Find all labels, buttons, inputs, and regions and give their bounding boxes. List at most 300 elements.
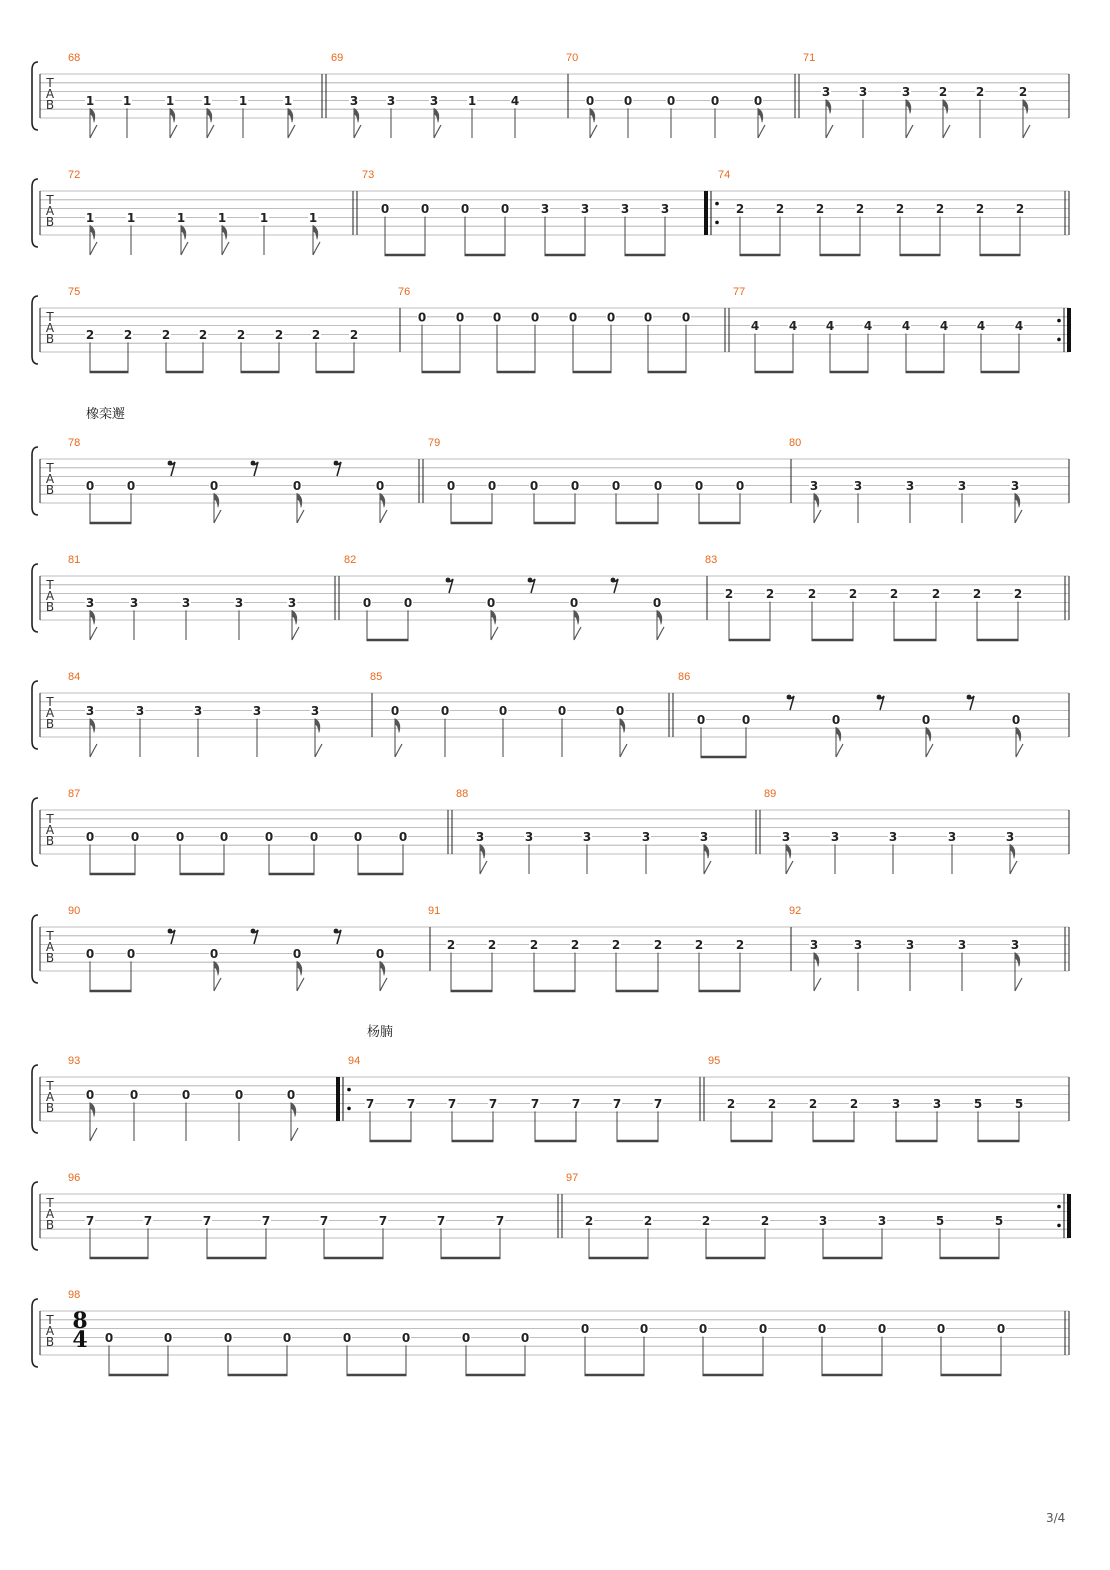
note-flag — [906, 125, 913, 138]
measure-number: 83 — [705, 554, 718, 566]
fret-number: 0 — [921, 712, 931, 727]
tab-clef-letter: B — [45, 833, 55, 848]
note-flag — [704, 844, 709, 858]
fret-number: 3 — [957, 478, 967, 493]
time-signature-digit: 8 — [72, 1308, 88, 1334]
tab-clef-letter: A — [45, 1206, 55, 1221]
note-flag — [1015, 493, 1020, 507]
measure-number: 87 — [68, 788, 81, 800]
fret-number: 3 — [901, 85, 911, 100]
fret-number: 0 — [735, 478, 745, 493]
measure-number: 85 — [370, 671, 383, 683]
fret-number: 3 — [905, 478, 915, 493]
note-flag — [297, 493, 302, 507]
fret-number: 7 — [365, 1096, 375, 1111]
fret-number: 2 — [765, 587, 775, 602]
note-flag — [380, 961, 385, 975]
fret-number: 0 — [520, 1330, 530, 1345]
tab-system — [32, 406, 1069, 523]
fret-number: 0 — [530, 310, 540, 325]
note-flag — [288, 125, 295, 138]
tab-clef-letter: A — [45, 1089, 55, 1104]
repeat-dot — [347, 1107, 351, 1111]
fret-number: 1 — [85, 210, 95, 225]
fret-number: 3 — [386, 93, 396, 108]
note-flag — [836, 744, 843, 757]
fret-number: 3 — [475, 829, 485, 844]
fret-number: 2 — [849, 1096, 859, 1111]
fret-number: 2 — [1015, 202, 1025, 217]
fret-number: 7 — [378, 1213, 388, 1228]
fret-number: 0 — [223, 1330, 233, 1345]
fret-number: 7 — [436, 1213, 446, 1228]
fret-number: 0 — [877, 1322, 887, 1337]
fret-number: 0 — [606, 310, 616, 325]
note-flag — [814, 510, 821, 523]
note-flag — [297, 978, 304, 991]
fret-number: 3 — [1005, 829, 1015, 844]
fret-number: 0 — [104, 1330, 114, 1345]
tab-clef-letter: T — [46, 75, 54, 90]
fret-number: 0 — [420, 202, 430, 217]
fret-number: 2 — [760, 1213, 770, 1228]
tab-clef-letter: B — [45, 97, 55, 112]
note-flag — [90, 627, 97, 640]
system-bracket — [32, 179, 38, 247]
fret-number: 7 — [447, 1096, 457, 1111]
fret-number: 3 — [252, 704, 262, 719]
fret-number: 3 — [349, 93, 359, 108]
tab-system — [32, 671, 1069, 757]
section-label: 杨腩 — [367, 1025, 394, 1040]
fret-number: 0 — [209, 946, 219, 961]
note-flag — [1023, 100, 1028, 114]
system-bracket — [32, 447, 38, 515]
note-flag — [434, 125, 441, 138]
eighth-rest — [251, 462, 258, 476]
note-flag — [657, 610, 662, 624]
measure-number: 90 — [68, 905, 81, 917]
fret-number: 3 — [932, 1096, 942, 1111]
note-flag — [313, 225, 318, 239]
fret-number: 3 — [809, 478, 819, 493]
fret-number: 2 — [889, 587, 899, 602]
tab-clef-letter: B — [45, 1100, 55, 1115]
system-bracket — [32, 1065, 38, 1133]
fret-number: 0 — [623, 93, 633, 108]
fret-number: 1 — [467, 93, 477, 108]
tab-system — [32, 1024, 1069, 1141]
note-flag — [1010, 844, 1015, 858]
fret-number: 2 — [446, 938, 456, 953]
fret-number: 0 — [292, 478, 302, 493]
fret-number: 4 — [788, 319, 798, 334]
fret-number: 7 — [653, 1096, 663, 1111]
tab-clef-letter: T — [46, 577, 54, 592]
fret-number: 0 — [710, 93, 720, 108]
system-bracket — [32, 915, 38, 983]
note-flag — [1015, 510, 1022, 523]
tab-clef-letter: T — [46, 1312, 54, 1327]
fret-number: 0 — [580, 1322, 590, 1337]
fret-number: 3 — [287, 595, 297, 610]
tab-clef-letter: A — [45, 471, 55, 486]
fret-number: 2 — [1018, 85, 1028, 100]
tab-system — [32, 788, 1069, 874]
tab-clef-letter: T — [46, 811, 54, 826]
fret-number: 2 — [855, 202, 865, 217]
fret-number: 2 — [311, 327, 321, 342]
note-flag — [620, 719, 625, 733]
fret-number: 2 — [1013, 587, 1023, 602]
tab-clef-letter: A — [45, 320, 55, 335]
fret-number: 0 — [570, 478, 580, 493]
fret-number: 2 — [935, 202, 945, 217]
system-bracket — [32, 564, 38, 632]
fret-number: 4 — [1014, 319, 1024, 334]
fret-number: 4 — [750, 319, 760, 334]
fret-number: 0 — [85, 478, 95, 493]
fret-number: 5 — [935, 1213, 945, 1228]
fret-number: 2 — [724, 587, 734, 602]
fret-number: 7 — [143, 1213, 153, 1228]
fret-number: 0 — [85, 946, 95, 961]
fret-number: 2 — [815, 202, 825, 217]
fret-number: 3 — [905, 938, 915, 953]
note-flag — [786, 844, 791, 858]
note-flag — [574, 627, 581, 640]
note-flag — [90, 719, 95, 733]
tab-clef-letter: A — [45, 1323, 55, 1338]
note-flag — [380, 510, 387, 523]
fret-number: 1 — [122, 93, 132, 108]
tab-system — [32, 1289, 1069, 1375]
measure-number: 73 — [362, 169, 375, 181]
measure-number: 76 — [398, 286, 411, 298]
fret-number: 2 — [85, 327, 95, 342]
tab-system — [32, 52, 1069, 138]
note-flag — [1010, 861, 1017, 874]
eighth-rest — [334, 930, 341, 944]
fret-number: 3 — [620, 202, 630, 217]
fret-number: 0 — [292, 946, 302, 961]
fret-number: 7 — [612, 1096, 622, 1111]
note-flag — [826, 100, 831, 114]
fret-number: 0 — [380, 202, 390, 217]
tab-clef-letter: A — [45, 705, 55, 720]
tab-clef-letter: T — [46, 928, 54, 943]
fret-number: 0 — [362, 595, 372, 610]
fret-number: 2 — [570, 938, 580, 953]
fret-number: 0 — [694, 478, 704, 493]
measure-number: 97 — [566, 1172, 579, 1184]
fret-number: 3 — [85, 704, 95, 719]
fret-number: 0 — [446, 478, 456, 493]
fret-number: 3 — [699, 829, 709, 844]
fret-number: 3 — [821, 85, 831, 100]
note-flag — [491, 610, 496, 624]
note-flag — [786, 861, 793, 874]
measure-number: 69 — [331, 52, 344, 64]
fret-number: 3 — [947, 829, 957, 844]
repeat-dot — [715, 221, 719, 225]
note-flag — [826, 125, 833, 138]
fret-number: 0 — [698, 1322, 708, 1337]
fret-number: 3 — [524, 829, 534, 844]
fret-number: 0 — [1011, 712, 1021, 727]
tab-clef-letter: B — [45, 1217, 55, 1232]
note-flag — [814, 953, 819, 967]
tab-clef-letter: T — [46, 192, 54, 207]
note-flag — [90, 1103, 95, 1117]
measure-number: 93 — [68, 1055, 81, 1067]
fret-number: 5 — [973, 1096, 983, 1111]
fret-number: 2 — [895, 202, 905, 217]
fret-number: 1 — [238, 93, 248, 108]
fret-number: 0 — [487, 478, 497, 493]
measure-number: 68 — [68, 52, 81, 64]
fret-number: 0 — [569, 595, 579, 610]
note-flag — [380, 493, 385, 507]
note-flag — [90, 225, 95, 239]
fret-number: 2 — [584, 1213, 594, 1228]
fret-number: 3 — [429, 93, 439, 108]
note-flag — [926, 744, 933, 757]
fret-number: 0 — [264, 829, 274, 844]
fret-number: 7 — [571, 1096, 581, 1111]
fret-number: 2 — [694, 938, 704, 953]
note-flag — [620, 744, 627, 757]
note-flag — [480, 861, 487, 874]
eighth-rest — [168, 930, 175, 944]
fret-number: 0 — [309, 829, 319, 844]
note-flag — [943, 125, 950, 138]
fret-number: 2 — [653, 938, 663, 953]
fret-number: 0 — [175, 829, 185, 844]
fret-number: 0 — [390, 704, 400, 719]
note-flag — [292, 627, 299, 640]
measure-number: 71 — [803, 52, 816, 64]
fret-number: 3 — [193, 704, 203, 719]
fret-number: 3 — [830, 829, 840, 844]
fret-number: 0 — [85, 1088, 95, 1103]
measure-number: 79 — [428, 437, 441, 449]
page-number: 3/4 — [1046, 1511, 1066, 1525]
note-flag — [90, 125, 97, 138]
note-flag — [491, 627, 498, 640]
note-flag — [926, 727, 931, 741]
fret-number: 7 — [261, 1213, 271, 1228]
fret-number: 2 — [975, 85, 985, 100]
fret-number: 2 — [529, 938, 539, 953]
fret-number: 2 — [701, 1213, 711, 1228]
fret-number: 1 — [85, 93, 95, 108]
tab-clef-letter: B — [45, 214, 55, 229]
fret-number: 3 — [234, 595, 244, 610]
note-flag — [590, 108, 595, 122]
fret-number: 0 — [639, 1322, 649, 1337]
tab-clef-letter: A — [45, 588, 55, 603]
measure-number: 80 — [789, 437, 802, 449]
note-flag — [170, 108, 175, 122]
fret-number: 0 — [568, 310, 578, 325]
tab-clef-letter: B — [45, 482, 55, 497]
measure-number: 82 — [344, 554, 357, 566]
repeat-dot — [1057, 338, 1061, 342]
measure-number: 96 — [68, 1172, 81, 1184]
fret-number: 3 — [1010, 478, 1020, 493]
note-flag — [90, 108, 95, 122]
fret-number: 0 — [486, 595, 496, 610]
fret-number: 3 — [641, 829, 651, 844]
note-flag — [704, 861, 711, 874]
note-flag — [574, 610, 579, 624]
fret-number: 5 — [1014, 1096, 1024, 1111]
fret-number: 4 — [510, 93, 520, 108]
fret-number: 0 — [375, 478, 385, 493]
note-flag — [395, 744, 402, 757]
note-flag — [380, 978, 387, 991]
tab-clef-letter: T — [46, 1078, 54, 1093]
system-bracket — [32, 798, 38, 866]
fret-number: 2 — [643, 1213, 653, 1228]
fret-number: 0 — [398, 829, 408, 844]
note-flag — [758, 108, 763, 122]
fret-number: 0 — [130, 829, 140, 844]
note-flag — [395, 719, 400, 733]
note-flag — [181, 225, 186, 239]
fret-number: 0 — [615, 704, 625, 719]
note-flag — [214, 961, 219, 975]
fret-number: 3 — [1010, 938, 1020, 953]
fret-number: 0 — [417, 310, 427, 325]
note-flag — [480, 844, 485, 858]
fret-number: 0 — [353, 829, 363, 844]
fret-number: 3 — [580, 202, 590, 217]
note-flag — [758, 125, 765, 138]
eighth-rest — [967, 696, 974, 710]
repeat-dot — [1057, 1224, 1061, 1228]
eighth-rest — [611, 579, 618, 593]
fret-number: 3 — [809, 938, 819, 953]
repeat-dot — [715, 202, 719, 206]
fret-number: 0 — [936, 1322, 946, 1337]
tab-clef-letter: T — [46, 460, 54, 475]
tab-system — [32, 169, 1069, 255]
repeat-dot — [1057, 1205, 1061, 1209]
measure-number: 94 — [348, 1055, 361, 1067]
eighth-rest — [446, 579, 453, 593]
fret-number: 2 — [931, 587, 941, 602]
note-flag — [291, 1128, 298, 1141]
measure-number: 86 — [678, 671, 691, 683]
system-bracket — [32, 1299, 38, 1367]
fret-number: 2 — [775, 202, 785, 217]
fret-number: 2 — [848, 587, 858, 602]
note-flag — [1023, 125, 1030, 138]
fret-number: 0 — [282, 1330, 292, 1345]
fret-number: 0 — [492, 310, 502, 325]
fret-number: 2 — [735, 202, 745, 217]
fret-number: 7 — [319, 1213, 329, 1228]
fret-number: 3 — [853, 938, 863, 953]
fret-number: 4 — [863, 319, 873, 334]
fret-number: 1 — [308, 210, 318, 225]
note-flag — [657, 627, 664, 640]
note-flag — [814, 978, 821, 991]
fret-number: 0 — [753, 93, 763, 108]
fret-number: 7 — [85, 1213, 95, 1228]
fret-number: 1 — [259, 210, 269, 225]
fret-number: 0 — [85, 829, 95, 844]
fret-number: 3 — [891, 1096, 901, 1111]
fret-number: 0 — [209, 478, 219, 493]
fret-number: 4 — [825, 319, 835, 334]
note-flag — [354, 108, 359, 122]
note-flag — [814, 493, 819, 507]
eighth-rest — [168, 462, 175, 476]
fret-number: 0 — [498, 704, 508, 719]
tab-clef-letter: B — [45, 331, 55, 346]
fret-number: 2 — [735, 938, 745, 953]
fret-number: 0 — [741, 712, 751, 727]
fret-number: 1 — [217, 210, 227, 225]
fret-number: 0 — [996, 1322, 1006, 1337]
note-flag — [906, 100, 911, 114]
note-flag — [90, 744, 97, 757]
fret-number: 0 — [460, 202, 470, 217]
fret-number: 0 — [440, 704, 450, 719]
fret-number: 2 — [808, 1096, 818, 1111]
tab-clef-letter: T — [46, 694, 54, 709]
fret-number: 7 — [495, 1213, 505, 1228]
measure-number: 72 — [68, 169, 81, 181]
eighth-rest — [787, 696, 794, 710]
measure-number: 81 — [68, 554, 81, 566]
note-flag — [943, 100, 948, 114]
fret-number: 2 — [611, 938, 621, 953]
note-flag — [297, 510, 304, 523]
fret-number: 3 — [888, 829, 898, 844]
tab-clef-letter: A — [45, 203, 55, 218]
fret-number: 4 — [939, 319, 949, 334]
tab-clef-letter: B — [45, 1334, 55, 1349]
note-flag — [1016, 744, 1023, 757]
fret-number: 0 — [286, 1088, 296, 1103]
fret-number: 0 — [500, 202, 510, 217]
tab-system — [32, 286, 1069, 372]
note-flag — [315, 744, 322, 757]
fret-number: 3 — [540, 202, 550, 217]
measure-number: 98 — [68, 1289, 81, 1301]
fret-number: 2 — [767, 1096, 777, 1111]
fret-number: 3 — [818, 1213, 828, 1228]
tab-clef-letter: A — [45, 939, 55, 954]
fret-number: 3 — [877, 1213, 887, 1228]
tab-clef-letter: B — [45, 599, 55, 614]
system-bracket — [32, 296, 38, 364]
fret-number: 3 — [957, 938, 967, 953]
fret-number: 3 — [181, 595, 191, 610]
measure-number: 91 — [428, 905, 441, 917]
fret-number: 3 — [853, 478, 863, 493]
fret-number: 7 — [202, 1213, 212, 1228]
fret-number: 0 — [653, 478, 663, 493]
tab-clef-letter: A — [45, 86, 55, 101]
note-flag — [315, 719, 320, 733]
fret-number: 2 — [236, 327, 246, 342]
measure-number: 95 — [708, 1055, 721, 1067]
